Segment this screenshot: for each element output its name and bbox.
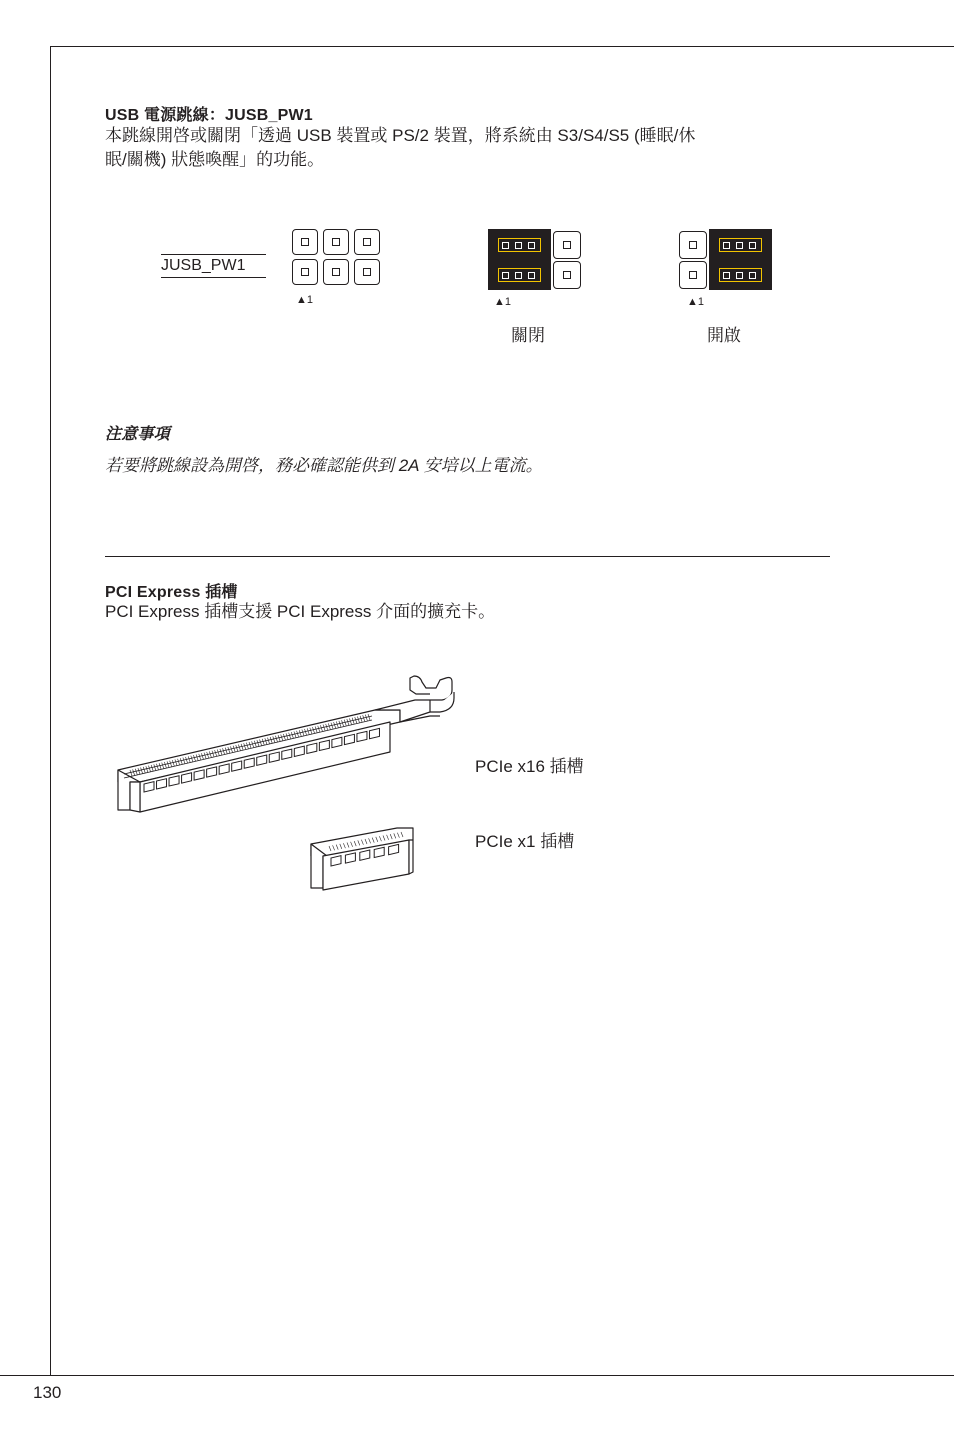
- slot-tooth: [360, 850, 370, 860]
- jumper-cap-bottom: [719, 268, 762, 282]
- frame-bottom-rule: [0, 1375, 954, 1376]
- slot-tooth: [219, 764, 229, 774]
- jumper-pin: [354, 259, 380, 285]
- pci-express-description: PCI Express 插槽支援 PCI Express 介面的擴充卡。: [105, 602, 496, 621]
- slot-tooth: [157, 779, 167, 789]
- frame-top-rule: [50, 46, 954, 47]
- jumper-pin: [354, 229, 380, 255]
- page-number: 130: [33, 1383, 62, 1402]
- pin1-marker: ▲1: [296, 294, 314, 306]
- slot-tooth: [244, 758, 254, 768]
- jumper-cap-top: [498, 238, 541, 252]
- jumper-pin: [323, 259, 349, 285]
- slot-tooth: [319, 740, 329, 750]
- usb-power-description-line1: 本跳線開啓或關閉「透過 USB 裝置或 PS/2 裝置，將系統由 S3/S4/S5 (睡眠/休: [105, 126, 696, 145]
- jumper-pin: [323, 229, 349, 255]
- pin1-marker: ▲1: [687, 296, 705, 308]
- jumper-on-label: 開啟: [707, 326, 741, 345]
- usb-power-description-line2: 眠/關機) 狀態喚醒」的功能。: [105, 150, 325, 169]
- note-heading: 注意事項: [105, 426, 170, 443]
- jumper-pin: [553, 261, 581, 289]
- pcie-x1-slot-label: PCIe x1 插槽: [475, 832, 575, 851]
- slot-tooth: [357, 731, 367, 741]
- frame-left-rule: [50, 46, 51, 1376]
- slot-tooth: [232, 761, 242, 771]
- jumper-on-diagram: [678, 229, 772, 290]
- section-divider: [105, 556, 830, 557]
- slot-tooth: [257, 755, 267, 765]
- slot-tooth: [194, 770, 204, 780]
- jumper-cap-top: [719, 238, 762, 252]
- slot-tooth: [344, 734, 354, 744]
- slot-tooth: [345, 853, 355, 863]
- jumper-pin: [292, 229, 318, 255]
- jumper-pin: [679, 231, 707, 259]
- pcie-x1-slot-illustration: [305, 822, 425, 897]
- slot-tooth: [374, 847, 384, 857]
- pci-express-heading: PCI Express 插槽: [105, 584, 238, 601]
- jumper-header-diagram: [292, 229, 384, 289]
- pcie-x16-slot-illustration: [100, 670, 460, 820]
- slot-tooth: [332, 737, 342, 747]
- slot-tooth: [294, 746, 304, 756]
- slot-tooth: [331, 856, 341, 866]
- usb-power-heading: USB 電源跳線：JUSB_PW1: [105, 107, 313, 124]
- slot-tooth: [269, 752, 279, 762]
- jumper-cap-bottom: [498, 268, 541, 282]
- slot-tooth: [369, 728, 379, 738]
- jumper-off-diagram: [488, 229, 582, 290]
- slot-tooth: [207, 767, 217, 777]
- slot-tooth: [282, 749, 292, 759]
- slot-tooth: [307, 743, 317, 753]
- note-text: 若要將跳線設為開啓，務必確認能供到 2A 安培以上電流。: [105, 456, 543, 475]
- slot-tooth: [389, 844, 399, 854]
- jumper-off-label: 關閉: [511, 326, 545, 345]
- pin1-marker: ▲1: [494, 296, 512, 308]
- slot-tooth: [182, 773, 192, 783]
- slot-tooth: [144, 782, 154, 792]
- slot-tooth: [169, 776, 179, 786]
- jumper-label: JUSB_PW1: [161, 254, 266, 278]
- jumper-pin: [292, 259, 318, 285]
- jumper-pin: [679, 261, 707, 289]
- jumper-pin: [553, 231, 581, 259]
- pcie-x16-slot-label: PCIe x16 插槽: [475, 757, 584, 776]
